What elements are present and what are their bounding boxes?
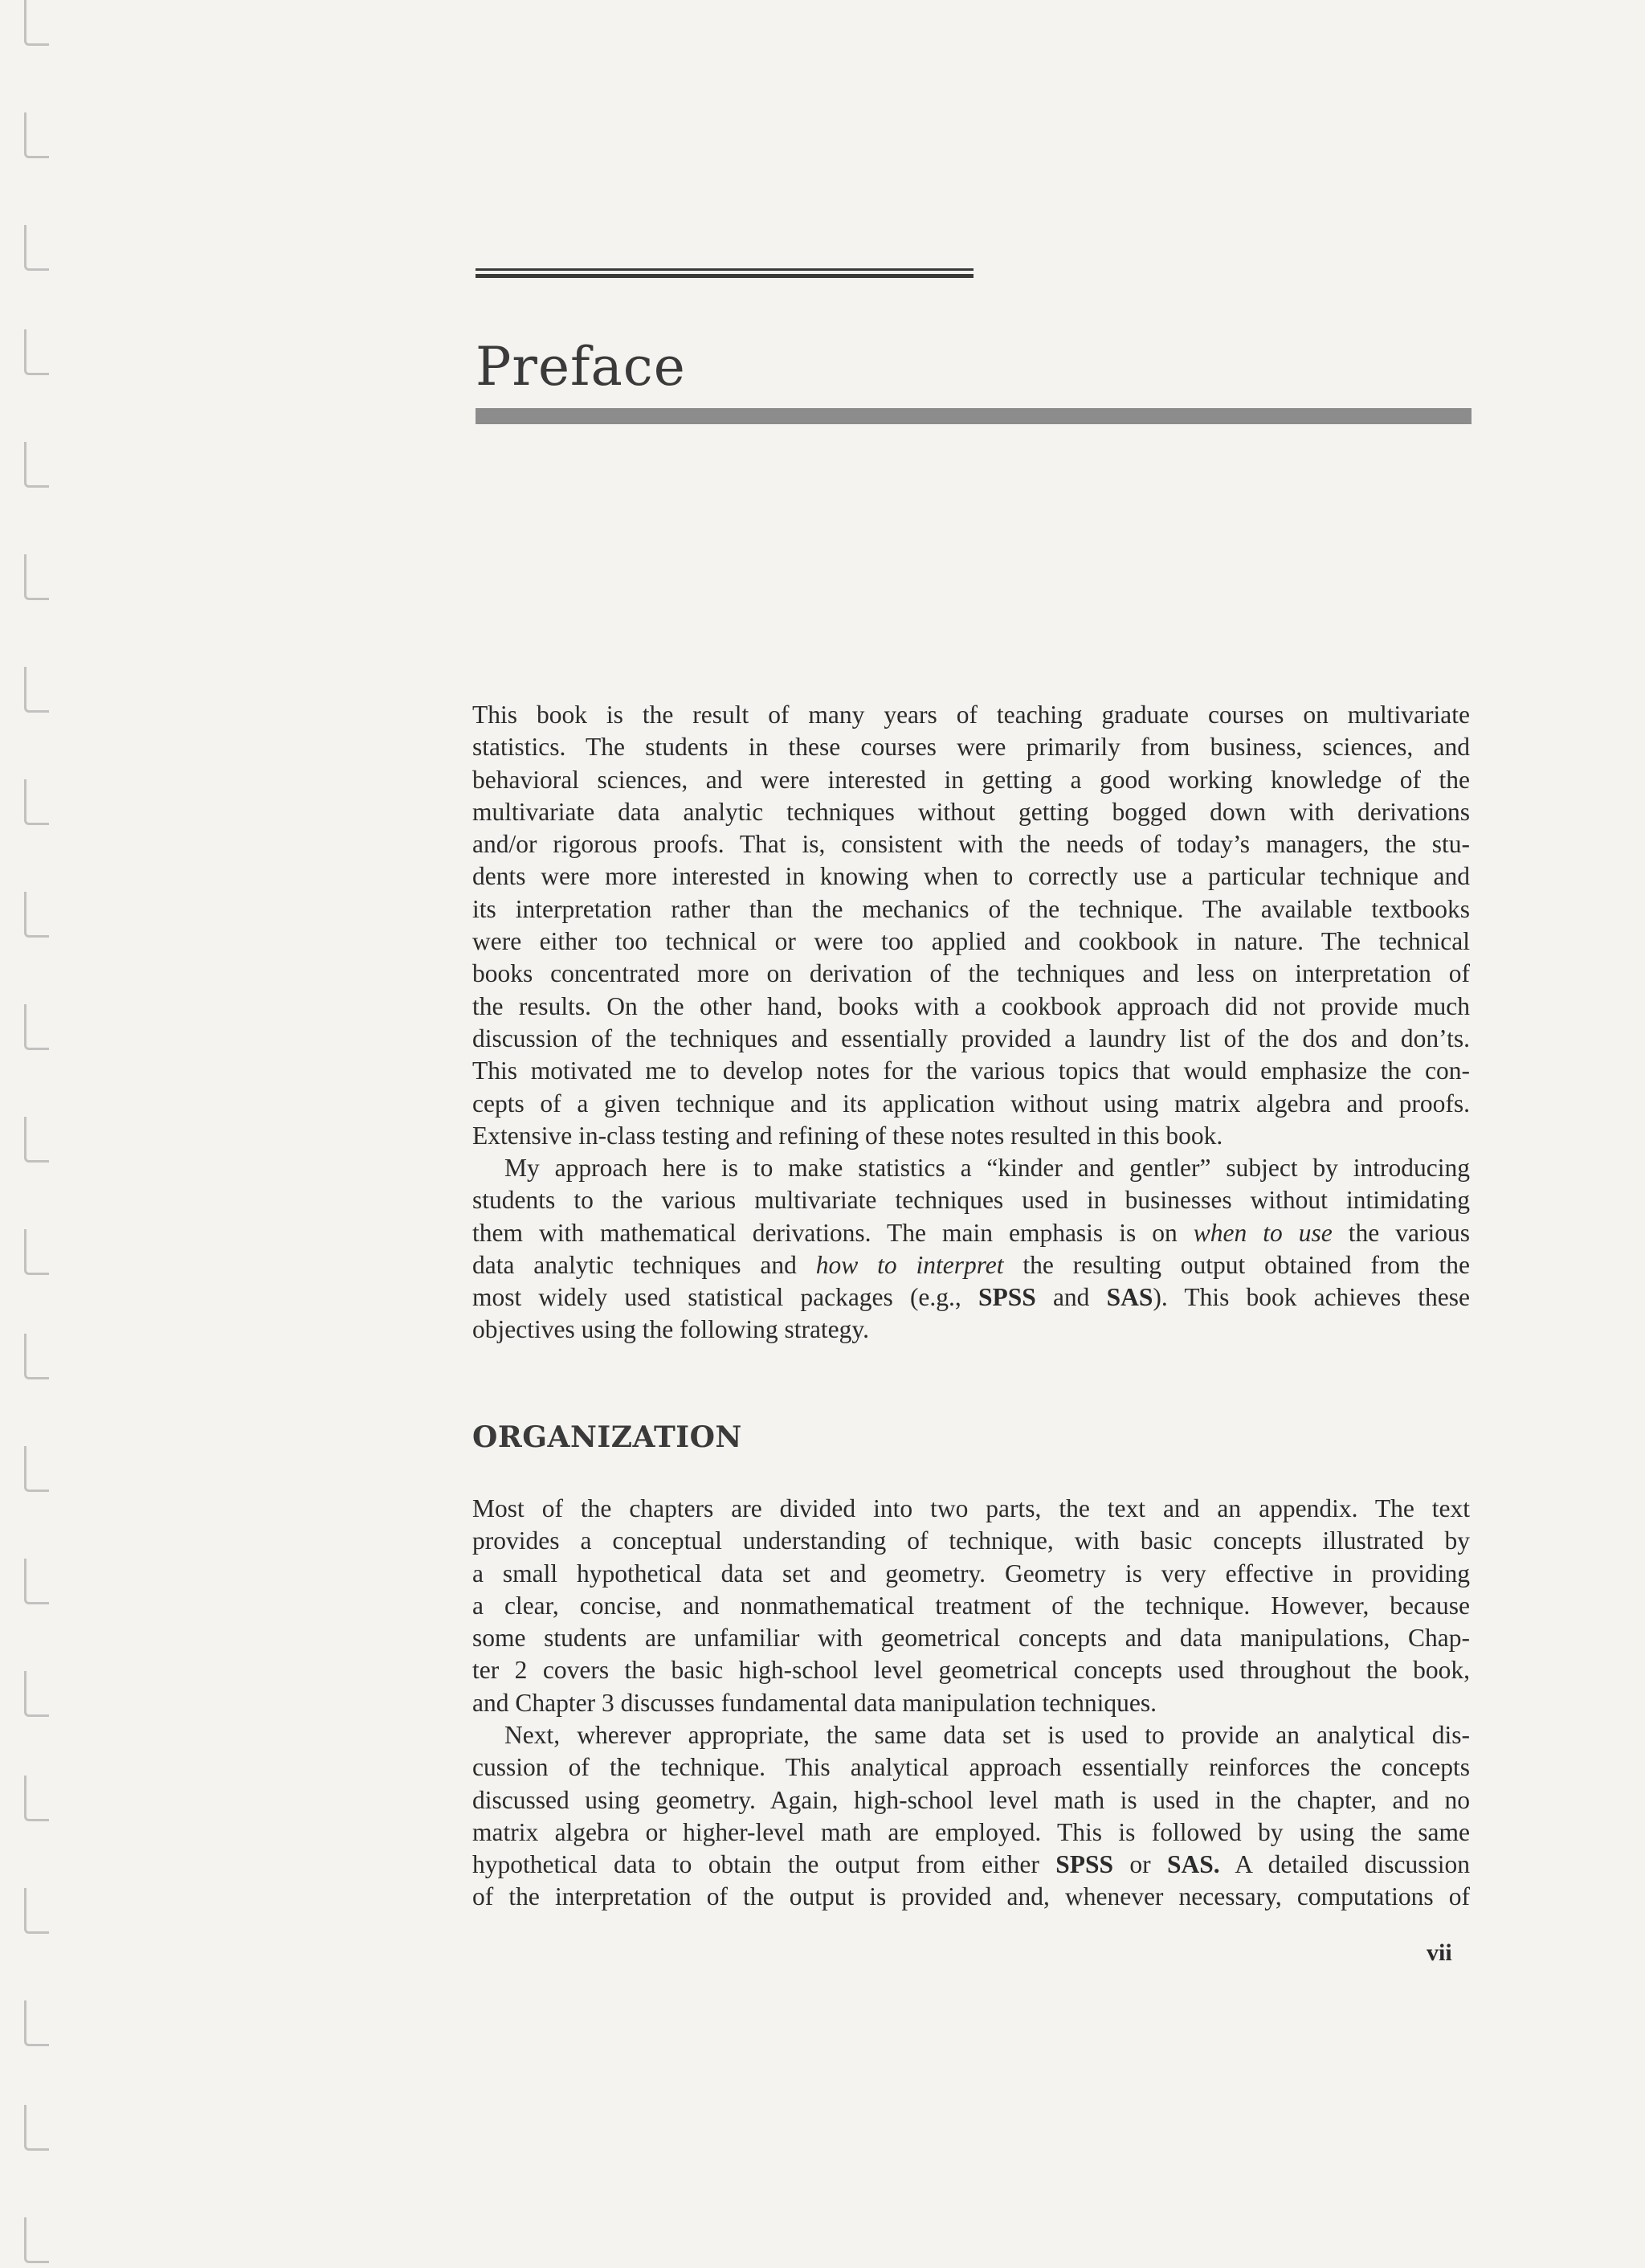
binding-mark	[24, 329, 49, 375]
text-line: This motivated me to develop notes for the various topics that would emphasize the con-	[472, 1056, 1470, 1085]
text-line: provides a conceptual understanding of technique, with basic concepts illustrated by	[472, 1526, 1470, 1555]
text-line: its interpretation rather than the mechanics of the technique. The available textbooks	[472, 894, 1470, 923]
section-heading: ORGANIZATION	[472, 1420, 742, 1454]
binding-mark	[24, 2000, 49, 2046]
intro-paragraph	[472, 699, 1470, 1152]
binding-mark	[24, 554, 49, 600]
text-run: A detailed discussion	[1219, 1850, 1470, 1879]
text-line: Most of the chapters are divided into two parts, the text and an appendix. The text	[472, 1494, 1470, 1522]
text-line: This book is the result of many years of teaching graduate courses on multivariate	[472, 701, 1470, 729]
binding-mark	[24, 1446, 49, 1492]
text-line: dents were more interested in knowing when to correctly use a particular technique and	[472, 862, 1470, 891]
text-line	[472, 1217, 1470, 1249]
binding-mark	[24, 1117, 49, 1163]
binding-mark	[24, 2217, 49, 2263]
text-line: behavioral sciences, and were interested in getting a good working knowledge of the	[472, 765, 1470, 794]
text-run: or	[1113, 1850, 1167, 1879]
emphasis: how to interpret	[815, 1250, 1004, 1279]
binding-mark	[24, 1559, 49, 1604]
software-name: SAS.	[1167, 1850, 1220, 1879]
software-name: SPSS	[1055, 1850, 1114, 1879]
text-line: a small hypothetical data set and geometry. Geometry is very effective in providing	[472, 1559, 1470, 1588]
text-line: of the interpretation of the output is provided and, whenever necessary, computations of	[472, 1882, 1470, 1911]
binding-mark	[24, 2105, 49, 2151]
text-line: a clear, concise, and nonmathematical treatment of the technique. However, because	[472, 1591, 1470, 1620]
text-line: and Chapter 3 discusses fundamental data manipulation techniques.	[472, 1688, 1157, 1717]
approach-paragraph	[472, 1152, 1470, 1346]
text-run: ). This book achieves these	[1153, 1283, 1470, 1312]
software-name: SPSS	[978, 1283, 1036, 1312]
text-line: Extensive in-class testing and refining of these notes resulted in this book.	[472, 1121, 1223, 1150]
text-line: discussion of the techniques and essentially provided a laundry list of the dos and don’ts.	[472, 1024, 1470, 1052]
text-line: were either too technical or were too applied and cookbook in nature. The technical	[472, 927, 1470, 956]
text-line: My approach here is to make statistics a “kinder and gentler” subject by introducing	[504, 1154, 1470, 1182]
binding-mark	[24, 1776, 49, 1821]
page-number: vii	[1427, 1939, 1452, 1966]
binding-mark	[24, 667, 49, 713]
text-line	[472, 1849, 1470, 1881]
next-paragraph	[472, 1719, 1470, 1914]
text-line: Next, wherever appropriate, the same data set is used to provide an analytical dis-	[504, 1721, 1470, 1749]
binding-mark	[24, 1229, 49, 1275]
binding-mark	[24, 0, 49, 46]
text-line: multivariate data analytic techniques without getting bogged down with derivations	[472, 797, 1470, 826]
binding-mark	[24, 779, 49, 825]
emphasis: when to use	[1193, 1218, 1333, 1247]
text-run: hypothetical data to obtain the output from either	[472, 1850, 1056, 1879]
text-line: matrix algebra or higher-level math are employed. This is followed by using the same	[472, 1817, 1470, 1846]
binding-mark	[24, 1888, 49, 1934]
text-line: cussion of the technique. This analytical approach essentially reinforces the concepts	[472, 1753, 1470, 1782]
text-line: books concentrated more on derivation of the techniques and less on interpretation of	[472, 959, 1470, 988]
text-run: the resulting output obtained from the	[1003, 1250, 1471, 1279]
text-line: the results. On the other hand, books with a cookbook approach did not provide much	[472, 991, 1470, 1020]
binding-mark	[24, 1004, 49, 1050]
binding-mark	[24, 892, 49, 938]
text-run: and	[1035, 1283, 1107, 1312]
text-line	[472, 1281, 1470, 1314]
text-line: cepts of a given technique and its application without using matrix algebra and proofs.	[472, 1089, 1470, 1118]
page-title: Preface	[476, 336, 686, 398]
text-run: the various	[1332, 1218, 1471, 1247]
binding-mark	[24, 1671, 49, 1717]
binding-mark	[24, 112, 49, 158]
organization-paragraph	[472, 1493, 1470, 1719]
binding-mark	[24, 1334, 49, 1379]
title-bar	[476, 408, 1472, 424]
text-line: students to the various multivariate techniques used in businesses without intimidating	[472, 1186, 1470, 1215]
text-line: discussed using geometry. Again, high-school level math is used in the chapter, and no	[472, 1785, 1470, 1814]
text-line: and/or rigorous proofs. That is, consistent with the needs of today’s managers, the stu-	[472, 830, 1470, 859]
text-line: ter 2 covers the basic high-school level geometrical concepts used throughout the book,	[472, 1656, 1470, 1685]
text-line: statistics. The students in these courses were primarily from business, sciences, and	[472, 733, 1470, 762]
text-line: objectives using the following strategy.	[472, 1315, 869, 1344]
text-line	[472, 1249, 1470, 1281]
binding-mark	[24, 442, 49, 488]
text-run: most widely used statistical packages (e.g.,	[472, 1283, 978, 1312]
software-name: SAS	[1106, 1283, 1153, 1312]
title-top-rule	[476, 268, 974, 278]
text-run: them with mathematical derivations. The main emphasis is on	[472, 1218, 1194, 1247]
text-run: data analytic techniques and	[472, 1250, 816, 1279]
text-line: some students are unfamiliar with geometrical concepts and data manipulations, Chap-	[472, 1624, 1470, 1653]
binding-marks	[24, 0, 56, 2268]
binding-mark	[24, 225, 49, 271]
